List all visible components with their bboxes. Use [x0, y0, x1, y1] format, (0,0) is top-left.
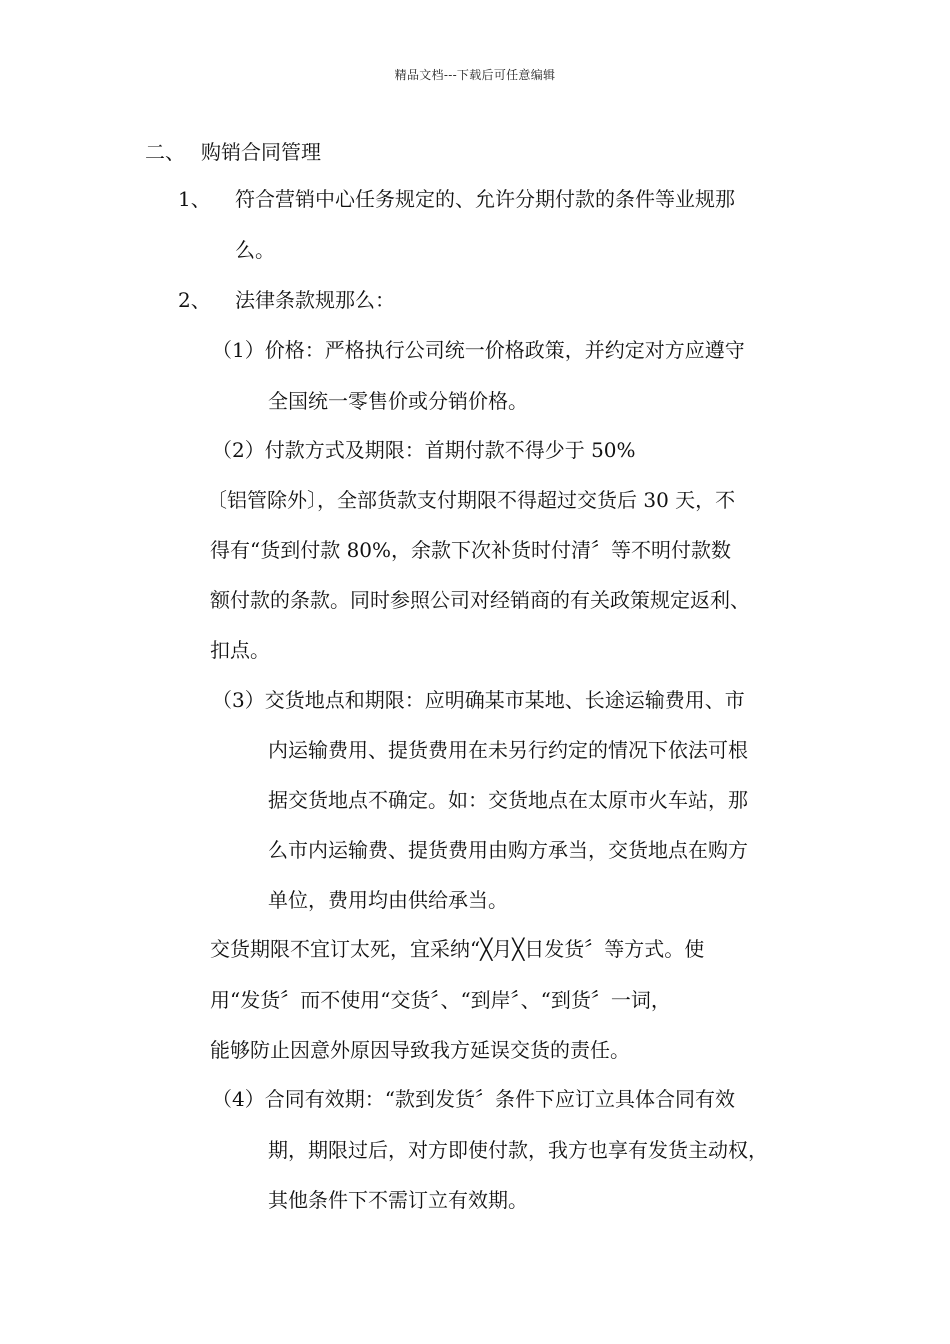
section-title: 购销合同管理: [201, 140, 321, 164]
clause-4-line-1: （4）合同有效期：“款到发货〞条件下应订立具体合同有效: [212, 1087, 735, 1111]
clause-3-line-2: 内运输费用、提货费用在未另行约定的情况下依法可根: [268, 738, 748, 762]
delivery-para-line-3: 能够防止因意外原因导致我方延误交货的责任。: [210, 1038, 630, 1062]
page-header: 精品文档---下载后可任意编辑: [394, 68, 556, 82]
clause-4-line-3: 其他条件下不需订立有效期。: [268, 1188, 528, 1212]
clause-3-line-1: （3）交货地点和期限：应明确某市某地、长途运输费用、市: [212, 688, 745, 712]
item-1-line-2: 么。: [235, 238, 275, 262]
delivery-para-line-1: 交货期限不宜订太死，宜采纳“╳月╳日发货〞等方式。使: [210, 937, 705, 961]
section-number: 二、: [145, 140, 185, 164]
item-2-number: 2、: [178, 288, 211, 312]
clause-2-line-1: （2）付款方式及期限：首期付款不得少于 50%: [212, 438, 636, 462]
clause-3-line-4: 么市内运输费、提货费用由购方承当，交货地点在购方: [268, 838, 748, 862]
clause-4-line-2: 期，期限过后，对方即使付款，我方也享有发货主动权，: [268, 1138, 768, 1162]
clause-1-line-1: （1）价格：严格执行公司统一价格政策，并约定对方应遵守: [212, 338, 745, 362]
item-1-number: 1、: [178, 187, 211, 211]
clause-2-cont-line-1: 〔铝管除外〕，全部货款支付期限不得超过交货后 30 天，不: [207, 488, 736, 512]
clause-3-line-5: 单位，费用均由供给承当。: [268, 888, 508, 912]
delivery-para-line-2: 用“发货〞而不使用“交货〞、“到岸〞、“到货〞一词，: [210, 988, 671, 1012]
clause-1-line-2: 全国统一零售价或分销价格。: [268, 389, 528, 413]
item-2-title: 法律条款规那么：: [235, 288, 395, 312]
section-heading: [145, 138, 321, 166]
clause-2-cont-line-4: 扣点。: [210, 638, 270, 662]
item-2-heading: [178, 286, 395, 314]
clause-2-cont-line-2: 得有“货到付款 80%，余款下次补货时付清〞等不明付款数: [210, 538, 732, 562]
item-1-line-1: 1、 符合营销中心任务规定的、允许分期付款的条件等业规那: [178, 187, 735, 211]
clause-3-line-3: 据交货地点不确定。如：交货地点在太原市火车站，那: [268, 788, 748, 812]
clause-2-cont-line-3: 额付款的条款。同时参照公司对经销商的有关政策规定返利、: [210, 588, 750, 612]
